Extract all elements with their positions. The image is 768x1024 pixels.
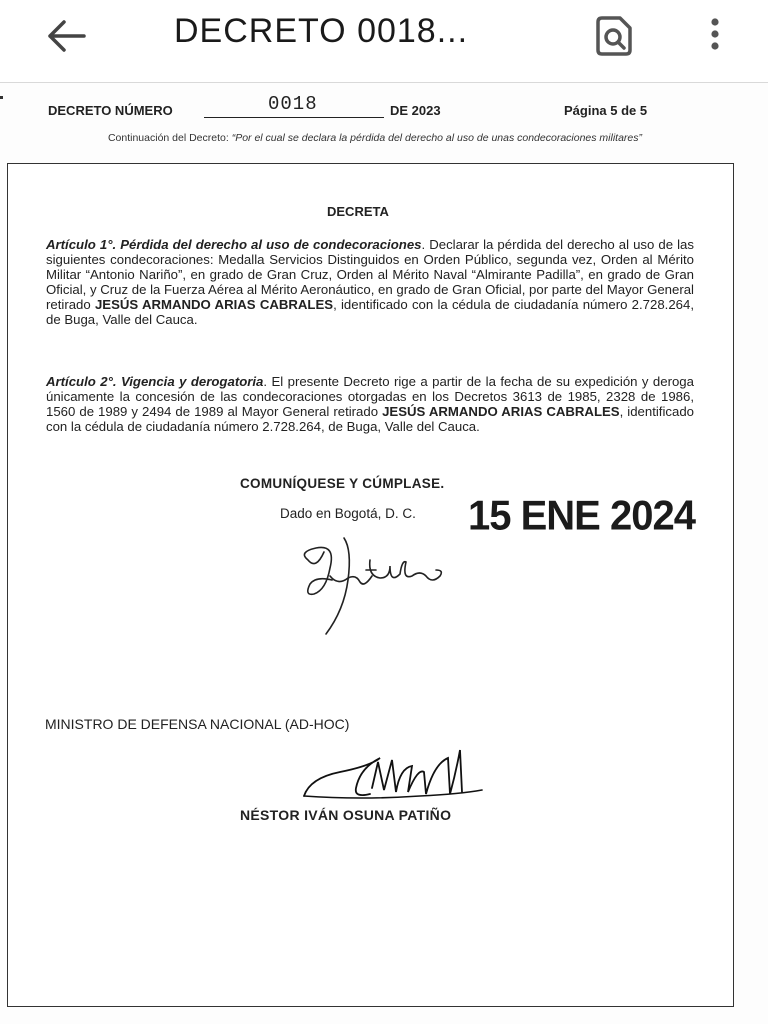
date-stamp: 15 ENE 2024: [468, 492, 695, 540]
app-title: DECRETO 0018...: [174, 12, 469, 50]
app-bar: [0, 0, 768, 83]
more-vert-icon: [700, 12, 730, 58]
decree-number-label: DECRETO NÚMERO: [48, 103, 173, 118]
arrow-left-icon: [40, 14, 92, 58]
article-1-text-b: , identificado con la cédula de ciudadanía número 2.728.264, de Buga, Valle del Cauca.: [46, 297, 694, 327]
article-2-label: Artículo 2°.: [46, 374, 117, 389]
minister-name: NÉSTOR IVÁN OSUNA PATIÑO: [240, 807, 452, 823]
decree-number-line: [204, 117, 384, 118]
continuation-line: [60, 132, 690, 144]
decreta-heading: DECRETA: [327, 204, 389, 219]
closing-formula: COMUNÍQUESE Y CÚMPLASE.: [240, 476, 445, 491]
article-2-text-a: . El presente Decreto rige a partir de la fecha de su expedición y deroga únicamente la concesión de las condecoraciones otorgadas en los Decretos 3613 de 1985, 2328 de 1986, 1560 de 1989 y 2494 de 1989 al Mayor General retirado: [46, 374, 694, 419]
given-in-place: Dado en Bogotá, D. C.: [280, 506, 416, 521]
back-button[interactable]: [40, 14, 92, 58]
decree-number: 0018: [268, 93, 318, 115]
lens-search-icon: [588, 12, 640, 58]
article-1-text-a: . Declarar la pérdida del derecho al uso de las siguientes condecoraciones: Medalla Servicios Distinguidos en Orden Público, segunda vez, Orden al Mérito Militar “Antonio Nariño”, en grado de Gran Cruz, Orden al Mérito Naval “Almirante Padilla”, en grado de Gran Oficial, y Cruz de la Fuerza Aérea al Mérito Aeronáutico, en grado de Gran Oficial, por parte del Mayor General retirado: [46, 237, 694, 312]
article-1-heading: Pérdida del derecho al uso de condecoraciones: [120, 237, 422, 252]
decree-year: DE 2023: [390, 103, 441, 118]
article-2: [46, 374, 694, 434]
more-options-button[interactable]: [700, 12, 730, 58]
page-indicator: Página 5 de 5: [564, 103, 648, 118]
article-1-name: JESÚS ARMANDO ARIAS CABRALES: [94, 297, 334, 312]
article-1-label: Artículo 1°.: [46, 237, 117, 252]
article-2-name: JESÚS ARMANDO ARIAS CABRALES: [382, 404, 620, 419]
article-1: [46, 237, 694, 327]
lens-button[interactable]: [588, 12, 640, 58]
article-2-heading: Vigencia y derogatoria: [120, 374, 264, 389]
continuation-title: “Por el cual se declara la pérdida del derecho al uso de unas condecoraciones militares”: [231, 132, 643, 144]
scan-mark: [0, 96, 3, 99]
continuation-prefix: Continuación del Decreto:: [107, 132, 229, 144]
minister-signature: [300, 738, 490, 804]
president-signature: [286, 530, 456, 640]
article-2-text-b: , identificado con la cédula de ciudadanía número 2.728.264, de Buga, Valle del Cauca.: [46, 404, 694, 434]
minister-title: MINISTRO DE DEFENSA NACIONAL (AD-HOC): [45, 716, 350, 732]
